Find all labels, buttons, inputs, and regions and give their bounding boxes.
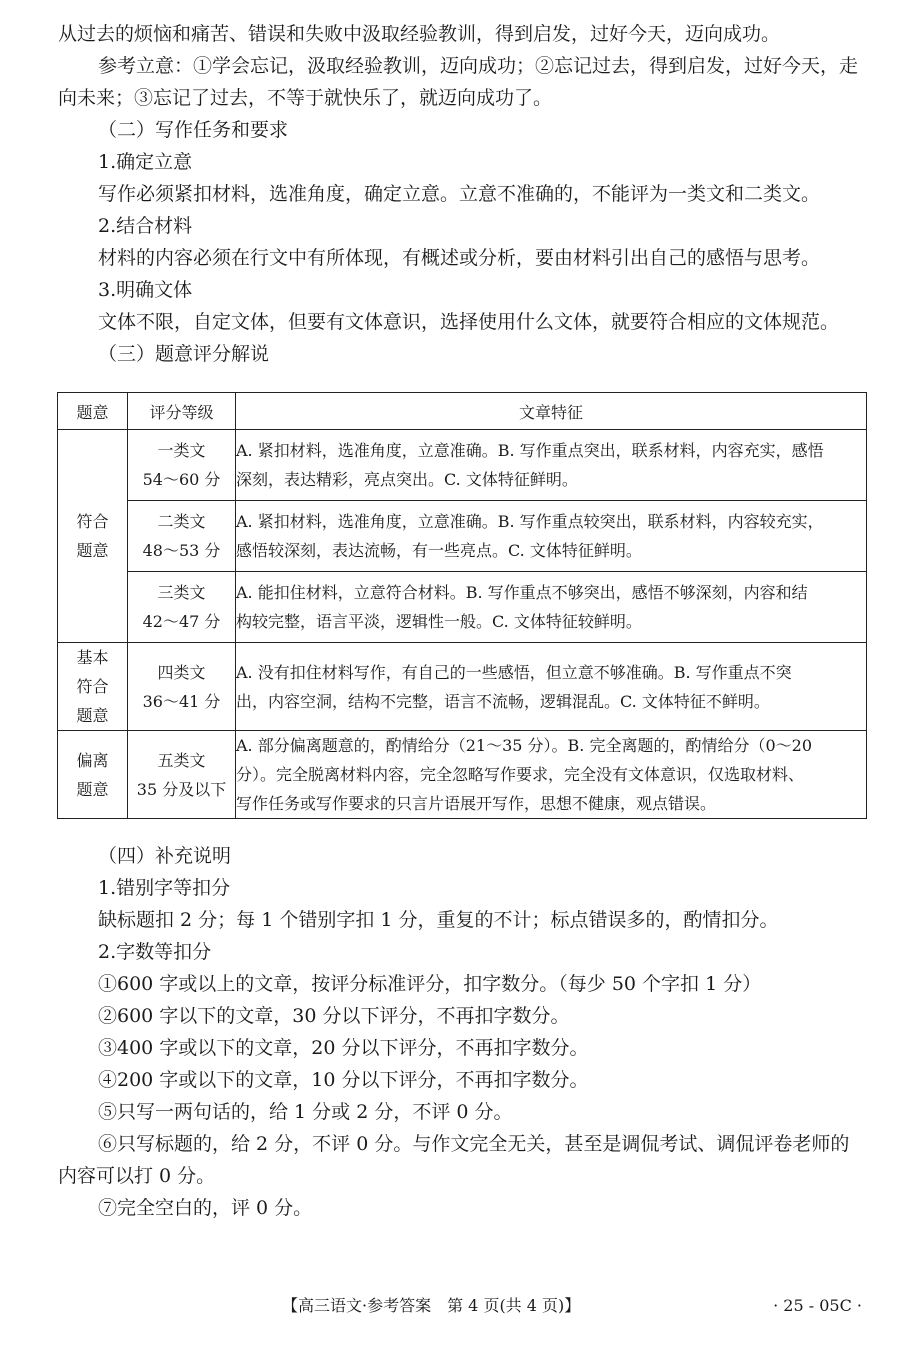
grade-name: 四类文 bbox=[157, 662, 206, 682]
text-line: 内容可以打 0 分。 bbox=[58, 1165, 216, 1187]
feature-line: 写作任务或写作要求的只言片语展开写作，思想不健康，观点错误。 bbox=[236, 794, 717, 813]
text-line: 文体不限，自定文体，但要有文体意识，选择使用什么文体，就要符合相应的文体规范。 bbox=[98, 311, 840, 333]
feature-line: A. 紧扣材料，选准角度，立意准确。B. 写作重点较突出，联系材料，内容较充实， bbox=[236, 512, 824, 531]
feature-cell bbox=[236, 430, 867, 501]
category-text: 题意 bbox=[76, 706, 109, 725]
subheading: 1.错别字等扣分 bbox=[98, 877, 231, 899]
table-row bbox=[58, 731, 867, 819]
subheading: 2.字数等扣分 bbox=[98, 941, 212, 963]
feature-line: 深刻，表达精彩，亮点突出。C. 文体特征鲜明。 bbox=[236, 470, 578, 489]
category-text: 符合 bbox=[76, 677, 109, 696]
feature-line: 出，内容空洞，结构不完整，语言不流畅，逻辑混乱。C. 文体特征不鲜明。 bbox=[236, 691, 770, 711]
text-line: 向未来；③忘记了过去，不等于就快乐了，就迈向成功了。 bbox=[58, 87, 553, 109]
page-footer bbox=[0, 1294, 900, 1318]
subheading: 1.确定立意 bbox=[98, 151, 193, 173]
grade-cell bbox=[128, 643, 236, 731]
header-cell: 评分等级 bbox=[128, 393, 236, 430]
text-line: 写作必须紧扣材料，选准角度，确定立意。立意不准确的，不能评为一类文和二类文。 bbox=[98, 183, 821, 205]
header-cell: 文章特征 bbox=[236, 393, 867, 430]
grade-cell bbox=[128, 731, 236, 819]
section-heading: （三）题意评分解说 bbox=[98, 343, 270, 365]
category-text: 符合 bbox=[76, 512, 109, 531]
feature-line: 分）。完全脱离材料内容，完全忽略写作要求，完全没有文体意识，仅选取材料、 bbox=[236, 765, 805, 784]
text-line: 材料的内容必须在行文中有所体现，有概述或分析，要由材料引出自己的感悟与思考。 bbox=[98, 247, 821, 269]
category-cell bbox=[58, 731, 128, 819]
feature-line: 构较完整，语言平淡，逻辑性一般。C. 文体特征较鲜明。 bbox=[236, 612, 642, 631]
category-text: 偏离 bbox=[76, 750, 109, 770]
feature-cell bbox=[236, 572, 867, 643]
category-text: 题意 bbox=[76, 779, 109, 799]
feature-cell bbox=[236, 731, 867, 819]
text-line: 缺标题扣 2 分；每 1 个错别字扣 1 分，重复的不计；标点错误多的，酌情扣分。 bbox=[98, 909, 779, 931]
table-row bbox=[58, 643, 867, 731]
table-row bbox=[58, 430, 867, 501]
grade-name: 二类文 bbox=[157, 512, 206, 531]
table-row bbox=[58, 501, 867, 572]
text-line: ①600 字或以上的文章，按评分标准评分，扣字数分。（每少 50 个字扣 1 分） bbox=[98, 973, 762, 995]
header-cell: 题意 bbox=[58, 393, 128, 430]
top-text bbox=[58, 18, 870, 370]
category-cell bbox=[58, 430, 128, 643]
feature-line: 感悟较深刻，表达流畅，有一些亮点。C. 文体特征鲜明。 bbox=[236, 541, 642, 560]
grade-cell bbox=[128, 501, 236, 572]
grade-name: 三类文 bbox=[157, 583, 206, 602]
feature-cell bbox=[236, 501, 867, 572]
category-cell bbox=[58, 643, 128, 731]
text-line: ③400 字或以下的文章，20 分以下评分，不再扣字数分。 bbox=[98, 1037, 589, 1059]
feature-line: A. 紧扣材料，选准角度，立意准确。B. 写作重点突出，联系材料，内容充实，感悟 bbox=[236, 441, 824, 460]
grade-range: 42～47 分 bbox=[142, 612, 221, 631]
section-heading: （二）写作任务和要求 bbox=[98, 119, 289, 141]
grade-name: 五类文 bbox=[157, 750, 206, 770]
section-heading: （四）补充说明 bbox=[98, 845, 232, 867]
feature-line: A. 部分偏离题意的，酌情给分（21～35 分）。B. 完全离题的，酌情给分（0～20 bbox=[236, 736, 813, 755]
grade-range: 54～60 分 bbox=[142, 470, 221, 489]
grade-range: 48～53 分 bbox=[142, 541, 221, 560]
scoring-table bbox=[57, 392, 867, 819]
text-line: 参考立意：①学会忘记，汲取经验教训，迈向成功；②忘记过去，得到启发，过好今天，走 bbox=[98, 55, 859, 77]
feature-cell bbox=[236, 643, 867, 731]
grade-name: 一类文 bbox=[157, 441, 206, 460]
footer-code: · 25 - 05C · bbox=[773, 1296, 862, 1315]
table-row bbox=[58, 572, 867, 643]
text-line: ⑥只写标题的，给 2 分，不评 0 分。与作文完全无关，甚至是调侃考试、调侃评卷老师的 bbox=[98, 1133, 850, 1155]
text-line: ②600 字以下的文章，30 分以下评分，不再扣字数分。 bbox=[98, 1005, 570, 1027]
subheading: 3.明确文体 bbox=[98, 279, 193, 301]
text-line: ⑤只写一两句话的，给 1 分或 2 分，不评 0 分。 bbox=[98, 1101, 513, 1123]
text-line: ④200 字或以下的文章，10 分以下评分，不再扣字数分。 bbox=[98, 1069, 589, 1091]
subheading: 2.结合材料 bbox=[98, 215, 193, 237]
footer-title: 【高三语文·参考答案 第 4 页(共 4 页)】 bbox=[282, 1296, 581, 1315]
grade-cell bbox=[128, 430, 236, 501]
text-line: ⑦完全空白的，评 0 分。 bbox=[98, 1197, 313, 1219]
table-header-row bbox=[58, 393, 867, 430]
grade-range: 35 分及以下 bbox=[136, 779, 227, 799]
feature-line: A. 没有扣住材料写作，有自己的一些感悟，但立意不够准确。B. 写作重点不突 bbox=[236, 662, 792, 682]
feature-line: A. 能扣住材料，立意符合材料。B. 写作重点不够突出，感悟不够深刻，内容和结 bbox=[236, 583, 808, 602]
grade-cell bbox=[128, 572, 236, 643]
category-text: 基本 bbox=[76, 648, 109, 667]
category-text: 题意 bbox=[76, 541, 109, 560]
grade-range: 36～41 分 bbox=[142, 691, 221, 711]
bottom-text bbox=[58, 840, 870, 1224]
text-line: 从过去的烦恼和痛苦、错误和失败中汲取经验教训，得到启发，过好今天，迈向成功。 bbox=[58, 23, 781, 45]
